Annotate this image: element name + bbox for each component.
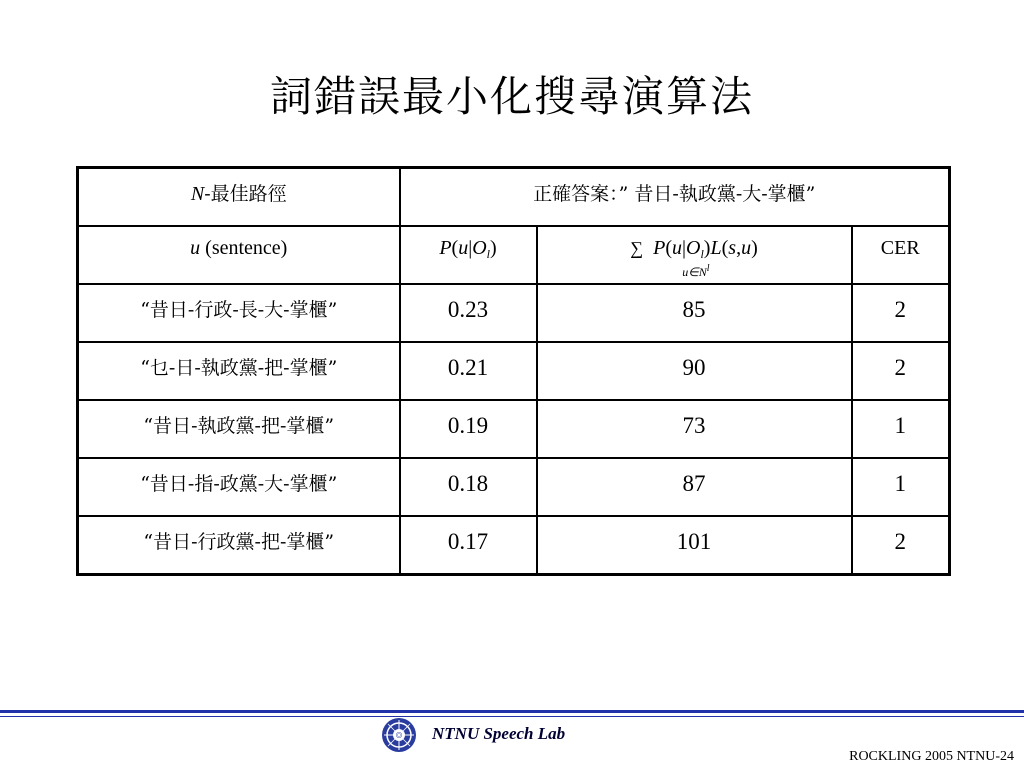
table-row — [78, 400, 950, 458]
expected-loss-cell: 101 — [676, 529, 712, 554]
sentence-cell: “昔日-執政黨-把-掌櫃” — [143, 415, 335, 437]
sentence-header-cell — [78, 226, 400, 284]
table-header-row-1 — [78, 168, 950, 227]
posterior-header-cell — [400, 226, 537, 284]
sentence-cell: “昔日-指-政黨-大-掌櫃” — [140, 473, 338, 495]
table-row — [78, 342, 950, 400]
table-header-row-2 — [78, 226, 950, 284]
table-row — [78, 516, 950, 575]
footer-divider-thin — [0, 716, 1024, 717]
table-row — [78, 458, 950, 516]
correct-answer-header-cell — [400, 168, 950, 227]
posterior-cell: 0.19 — [447, 413, 489, 438]
posterior-cell: 0.23 — [447, 297, 489, 322]
ntnu-emblem-icon — [380, 716, 418, 754]
slide-title: 詞錯誤最小化搜尋演算法 — [269, 72, 754, 121]
cer-header-cell — [852, 226, 950, 284]
expected-loss-cell: 90 — [682, 355, 706, 380]
posterior-cell: 0.21 — [447, 355, 489, 380]
results-table — [76, 166, 951, 576]
n-symbol: N — [190, 183, 205, 205]
cer-cell: 2 — [894, 529, 906, 554]
cer-cell: 1 — [894, 471, 906, 496]
slide-number: ROCKLING 2005 NTNU-24 — [849, 749, 1014, 764]
table-row — [78, 284, 950, 342]
cer-header-label: CER — [880, 237, 920, 259]
cer-cell: 2 — [894, 297, 906, 322]
footer-divider — [0, 710, 1024, 713]
nbest-header-cell — [78, 168, 400, 227]
posterior-formula: $P(u|O_l)$ — [439, 237, 497, 261]
lab-name: NTNU Speech Lab — [432, 724, 566, 743]
expected-loss-cell: 87 — [682, 471, 706, 496]
cer-cell: 1 — [894, 413, 906, 438]
cer-cell: 2 — [894, 355, 906, 380]
nbest-header-label: -最佳路徑 — [204, 183, 287, 205]
sentence-cell: “乜-日-執政黨-把-掌櫃” — [140, 357, 338, 379]
expected-loss-formula: ∑ $P(u|O_l)L(s,u)$ $u\in N^l$ — [630, 237, 758, 279]
u-symbol: u — [190, 237, 201, 259]
correct-answer-label: 正確答案：” 昔日-執政黨-大-掌櫃” — [533, 183, 816, 205]
expected-loss-cell: 85 — [682, 297, 706, 322]
sentence-cell: “昔日-行政黨-把-掌櫃” — [143, 531, 335, 553]
summation-symbol: ∑ — [630, 238, 644, 258]
posterior-cell: 0.17 — [447, 529, 489, 554]
posterior-cell: 0.18 — [447, 471, 489, 496]
expected-loss-cell: 73 — [682, 413, 706, 438]
sentence-cell: “昔日-行政-長-大-掌櫃” — [140, 299, 338, 321]
expected-loss-header-cell — [537, 226, 852, 284]
summation-index: $u\in N^l$ — [682, 263, 710, 279]
sentence-header-label: (sentence) — [200, 237, 288, 259]
